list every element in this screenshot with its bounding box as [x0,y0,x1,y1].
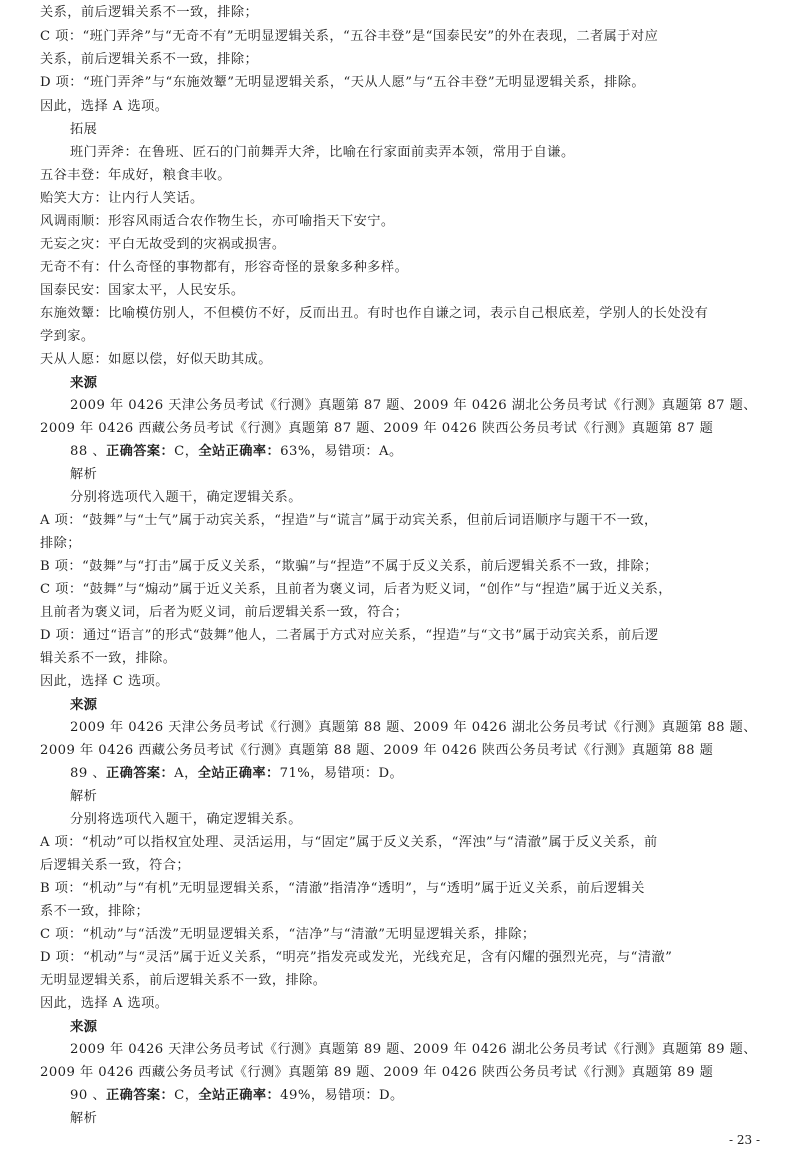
source-line: 2009 年 0426 天津公务员考试《行测》真题第 89 题、2009 年 0426 湖北公务员考试《行测》真题第 89 题、 [70,1042,757,1057]
q88-option-d-continuation: 辑关系不一致，排除。 [40,651,177,666]
q89-option-b-continuation: 系不一致，排除； [40,904,150,919]
q89-option-a: A 项：“机动”可以指权宜处理、灵活运用，与“固定”属于反义关系，“浑浊”与“清澈”属于反义关系，前 [40,835,658,850]
source-heading: 来源 [70,375,97,391]
source-line: 2009 年 0426 天津公务员考试《行测》真题第 88 题、2009 年 0426 湖北公务员考试《行测》真题第 88 题、 [70,720,757,735]
source-line: 2009 年 0426 西藏公务员考试《行测》真题第 89 题、2009 年 0426 陕西公务员考试《行测》真题第 89 题 [40,1065,714,1080]
q89-option-c: C 项：“机动”与“活泼”无明显逻辑关系，“洁净”与“清澈”无明显逻辑关系，排除； [40,927,536,942]
expand-item-idiom-7: 国泰民安：国家太平，人民安乐。 [40,283,245,298]
source-heading: 来源 [70,697,97,713]
question-number: 88 、 [70,444,106,459]
expand-heading: 拓展 [70,122,98,137]
correct-answer-value: A， [174,766,198,781]
correct-answer-value: C， [174,444,199,459]
q89-answer-line [70,766,403,782]
q89-conclusion: 因此，选择 A 选项。 [40,996,169,1011]
q88-option-b: B 项：“鼓舞”与“打击”属于反义关系，“欺骗”与“捏造”不属于反义关系，前后逻辑关系不一致，排除； [40,559,658,574]
question-number: 89 、 [70,766,106,781]
q88-option-d: D 项：通过“语言”的形式“鼓舞”他人，二者属于方式对应关系，“捏造”与“文书”属于动宾关系，前后逻 [40,628,659,643]
page-number: - 23 - [728,1133,760,1147]
source-line: 2009 年 0426 西藏公务员考试《行测》真题第 88 题、2009 年 0426 陕西公务员考试《行测》真题第 88 题 [40,743,714,758]
analysis-heading: 解析 [70,789,98,804]
q87-option-d: D 项：“班门弄斧”与“东施效颦”无明显逻辑关系，“天从人愿”与“五谷丰登”无明显逻辑关系，排除。 [40,75,646,90]
expand-item-idiom-6: 无奇不有：什么奇怪的事物都有，形容奇怪的景象多种多样。 [40,260,409,275]
source-heading: 来源 [70,1019,97,1035]
q87-option-b-continuation: 关系，前后逻辑关系不一致，排除； [40,5,259,20]
expand-item-idiom-9: 天从人愿：如愿以偿，好似天助其成。 [40,352,272,367]
q87-conclusion: 因此，选择 A 选项。 [40,99,169,114]
expand-item-idiom-1: 班门弄斧：在鲁班、匠石的门前舞弄大斧，比喻在行家面前卖弄本领，常用于自谦。 [70,145,575,160]
accuracy-value: 63%，易错项：A。 [280,444,403,459]
q88-option-c: C 项：“鼓舞”与“煽动”属于近义关系，且前者为褒义词，后者为贬义词，“创作”与“捏造”属于近义关系， [40,582,672,597]
accuracy-value: 49%，易错项：D。 [280,1088,404,1103]
q88-option-a-continuation: 排除； [40,536,81,551]
analysis-heading: 解析 [70,467,98,482]
q88-option-a: A 项：“鼓舞”与“士气”属于动宾关系，“捏造”与“谎言”属于动宾关系，但前后词语顺序与题干不一致， [40,513,658,528]
q89-option-b: B 项：“机动”与“有机”无明显逻辑关系，“清澈”指清净“透明”，与“透明”属于近义关系，前后逻辑关 [40,881,645,896]
q88-conclusion: 因此，选择 C 选项。 [40,674,169,689]
question-number: 90 、 [70,1088,106,1103]
expand-item-idiom-8-continuation: 学到家。 [40,329,95,344]
q89-intro: 分别将选项代入题干，确定逻辑关系。 [70,812,302,827]
expand-item-idiom-3: 贻笑大方：让内行人笑话。 [40,191,204,206]
accuracy-label: 全站正确率： [197,766,280,781]
q89-option-d-continuation: 无明显逻辑关系，前后逻辑关系不一致，排除。 [40,973,327,988]
expand-item-idiom-2: 五谷丰登：年成好，粮食丰收。 [40,168,231,183]
source-line: 2009 年 0426 西藏公务员考试《行测》真题第 87 题、2009 年 0426 陕西公务员考试《行测》真题第 87 题 [40,421,714,436]
expand-item-idiom-8: 东施效颦：比喻模仿别人，不但模仿不好，反而出丑。有时也作自谦之词，表示自己根底差，学别人的长处没有 [40,306,709,321]
correct-answer-label: 正确答案： [105,766,175,781]
q88-answer-line [70,444,403,460]
q89-option-a-continuation: 后逻辑关系一致，符合； [40,858,191,873]
correct-answer-value: C， [174,1088,199,1103]
q87-option-c-continuation: 关系，前后逻辑关系不一致，排除； [40,52,259,67]
q90-answer-line [70,1088,404,1104]
expand-item-idiom-5: 无妄之灾：平白无故受到的灾祸或损害。 [40,237,286,252]
accuracy-label: 全站正确率： [198,444,281,459]
accuracy-label: 全站正确率： [198,1088,281,1103]
source-line: 2009 年 0426 天津公务员考试《行测》真题第 87 题、2009 年 0426 湖北公务员考试《行测》真题第 87 题、 [70,398,757,413]
q89-option-d: D 项：“机动”与“灵活”属于近义关系，“明亮”指发亮或发光，光线充足，含有闪耀的强烈光亮，与“清澈” [40,950,673,965]
expand-item-idiom-4: 风调雨顺：形容风雨适合农作物生长，亦可喻指天下安宁。 [40,214,395,229]
correct-answer-label: 正确答案： [105,1088,175,1103]
correct-answer-label: 正确答案： [105,444,175,459]
q87-option-c: C 项：“班门弄斧”与“无奇不有”无明显逻辑关系，“五谷丰登”是“国泰民安”的外在表现，二者属于对应 [40,29,659,44]
analysis-heading: 解析 [70,1111,98,1126]
q88-option-c-continuation: 且前者为褒义词，后者为贬义词，前后逻辑关系一致，符合； [40,605,409,620]
accuracy-value: 71%，易错项：D。 [279,766,404,781]
q88-intro: 分别将选项代入题干，确定逻辑关系。 [70,490,302,505]
